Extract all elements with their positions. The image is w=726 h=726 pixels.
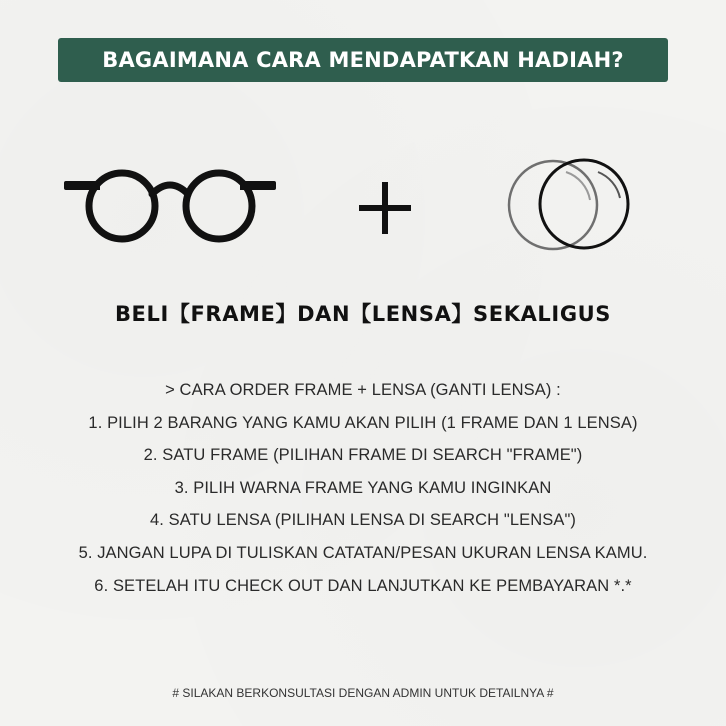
plus-icon	[356, 178, 416, 238]
step-3: 3. PILIH WARNA FRAME YANG KAMU INGINKAN	[174, 478, 552, 497]
step-5: 5. JANGAN LUPA DI TULISKAN CATATAN/PESAN UKURAN LENSA KAMU.	[78, 543, 648, 562]
eyeglasses-frame-icon	[64, 166, 276, 246]
headline: BELI【FRAME】DAN【LENSA】SEKALIGUS	[114, 302, 612, 326]
step-1: 1. PILIH 2 BARANG YANG KAMU AKAN PILIH (1 FRAME DAN 1 LENSA)	[88, 413, 638, 432]
lens-pair-icon	[504, 156, 632, 252]
step-6: 6. SETELAH ITU CHECK OUT DAN LANJUTKAN KE PEMBAYARAN *.*	[94, 576, 632, 595]
footer-note: # SILAKAN BERKONSULTASI DENGAN ADMIN UNTUK DETAILNYA #	[172, 686, 554, 700]
step-2: 2. SATU FRAME (PILIHAN FRAME DI SEARCH "FRAME")	[143, 446, 583, 465]
title-banner	[58, 38, 668, 82]
step-4: 4. SATU LENSA (PILIHAN LENSA DI SEARCH "LENSA")	[150, 511, 576, 530]
order-steps-list	[0, 374, 726, 602]
banner-title: BAGAIMANA CARA MENDAPATKAN HADIAH?	[102, 48, 624, 72]
step-intro: > CARA ORDER FRAME + LENSA (GANTI LENSA) :	[165, 381, 561, 399]
